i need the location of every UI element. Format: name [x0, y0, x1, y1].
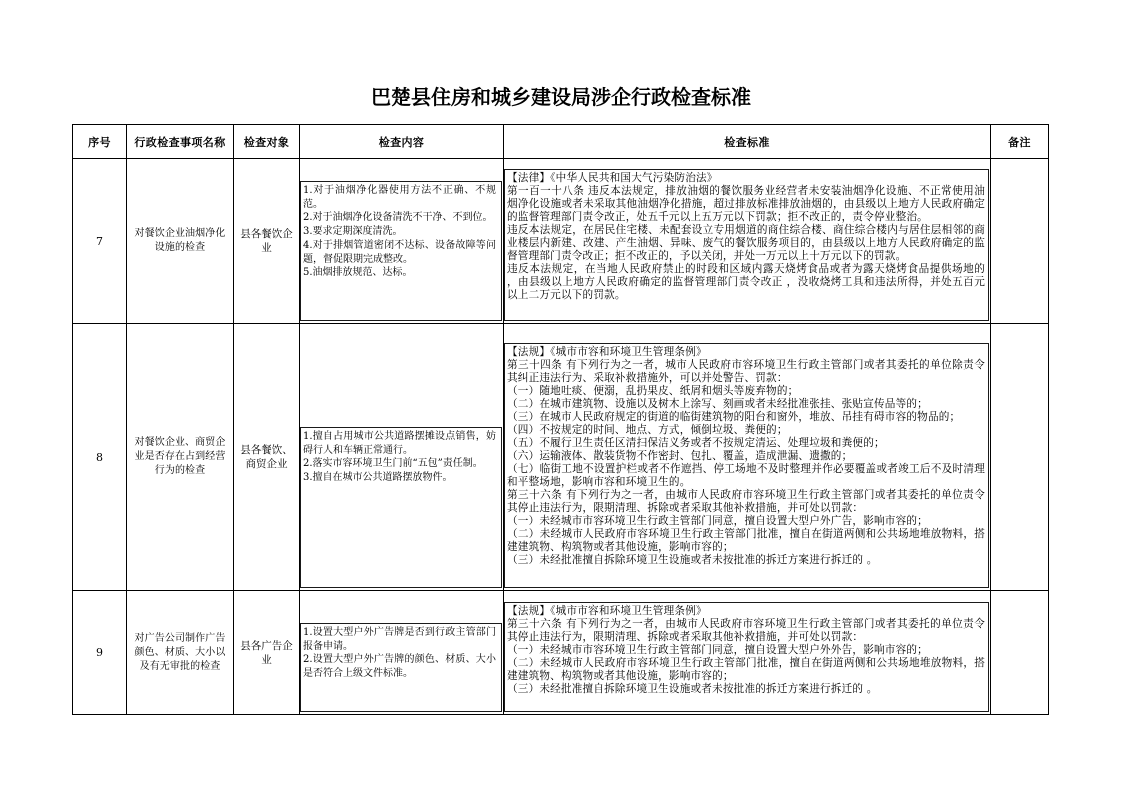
- content-clause: 5.油烟排放规范、达标。: [303, 267, 413, 279]
- serial-number-cell: 7: [73, 159, 127, 324]
- inspection-standard-text-box: [504, 169, 989, 321]
- standard-clause: （三）未经批准擅自拆除环境卫生设施或者未按批准的拆迁方案进行拆迁的 。: [507, 554, 878, 566]
- standard-clause: 第三十四条 有下列行为之一者，城市人民政府市容环境卫生行政主管部门或者其委托的单位除责令其纠正违法行为、采取补救措施外，可以并处警告、罚款：: [507, 359, 985, 384]
- standard-clause: （七）临街工地不设置护栏或者不作遮挡、停工场地不及时整理并作必要覆盖或者竣工后不及时清理和平整场地，影响市容和环境卫生的。: [507, 463, 985, 488]
- standard-clause: （一）未经城市市容环境卫生行政主管部门同意，擅自设置大型户外外告，影响市容的；: [507, 644, 928, 656]
- content-clause: 3.擅自在城市公共道路摆放物件。: [303, 472, 453, 484]
- content-clause: 1.对于油烟净化器使用方法不正确、不规范。: [303, 185, 496, 210]
- remarks-cell: [991, 324, 1049, 591]
- item-name-cell: 对餐饮企业、商贸企业是否存在占到经营行为的检查: [127, 324, 234, 591]
- standard-clause: 【法律】《中华人民共和国大气污染防治法》: [507, 172, 718, 184]
- remarks-cell: [991, 591, 1049, 715]
- serial-number-cell: 8: [73, 324, 127, 591]
- standard-clause: （二）未经城市人民政府市容环境卫生行政主管部门批准，擅自在街道两侧和公共场地堆放物料，搭建建筑物、构筑物或者其他设施，影响市容的；: [507, 528, 985, 553]
- header-item-name: 行政检查事项名称: [127, 125, 234, 159]
- header-remarks: 备注: [991, 125, 1049, 159]
- item-name-cell: 对广告公司制作广告颜色、材质、大小以及有无审批的检查: [127, 591, 234, 715]
- standard-clause: 第三十六条 有下列行为之一者，由城市人民政府市容环境卫生行政主管部门或者其委托的单位责令其停止违法行为，限期清理、拆除或者采取其他补救措施，并可处以罚款：: [507, 489, 985, 514]
- standard-clause: （一）随地吐痰、便溺，乱扔果皮、纸屑和烟头等废弃物的；: [507, 385, 799, 397]
- standard-clause: 第三十六条 有下列行为之一者，由城市人民政府市容环境卫生行政主管部门或者其委托的单位责令其停止违法行为，限期清理、拆除或者采取其他补救措施，并可处以罚款：: [507, 618, 985, 643]
- standard-clause: 【法规】《城市市容和环境卫生管理条例》: [507, 605, 707, 617]
- standard-clause: （五）不履行卫生责任区清扫保洁义务或者不按规定清运、处理垃圾和粪便的；: [507, 437, 885, 449]
- standard-clause: （二）未经城市人民政府市容环境卫生行政主管部门批准，擅自在街道两侧和公共场地堆放物料，搭建建筑物、构筑物或者其他设施，影响市容的；: [507, 657, 985, 682]
- standard-clause: （一）未经城市市容环境卫生行政主管部门同意，擅自设置大型户外广告，影响市容的；: [507, 515, 928, 527]
- inspection-standard-text-box: [504, 343, 989, 588]
- header-inspection-standard: 检查标准: [504, 125, 991, 159]
- remarks-cell: [991, 159, 1049, 324]
- content-clause: 2.对于油烟净化设备清洗不干净、不到位。: [303, 212, 493, 224]
- table-header-row: [73, 125, 1049, 159]
- standard-clause: （四）不按规定的时间、地点、方式，倾倒垃圾、粪便的；: [507, 424, 788, 436]
- content-clause: 2.设置大型户外广告牌的颜色、材质、大小是否符合上级文件标准。: [303, 654, 496, 680]
- standard-clause: （六）运输液体、散装货物不作密封、包扎、覆盖，造成泄漏、遗撒的；: [507, 450, 853, 462]
- serial-number-cell: 9: [73, 591, 127, 715]
- standard-clause: （二）在城市建筑物、设施以及树木上涂写、刻画或者未经批准张挂、张贴宣传品等的；: [507, 398, 928, 410]
- content-clause: 1.设置大型户外广告牌是否到行政主管部门报备申请。: [303, 627, 496, 652]
- standard-clause: 违反本法规定，在居民住宅楼、未配套设立专用烟道的商住综合楼、商住综合楼内与居住层相邻的商业楼层内新建、改建、产生油烟、异味、废气的餐饮服务项目的，由县级以上地方人民政府确定的监督管理部门责令改正；拒不改正的，予以关闭，并处一万元以上十万元以下的罚款。: [507, 224, 985, 262]
- header-inspection-target: 检查对象: [234, 125, 300, 159]
- header-inspection-content: 检查内容: [300, 125, 504, 159]
- inspection-target-cell: 县各餐饮、商贸企业: [234, 324, 300, 591]
- standard-clause: （三）未经批准擅自拆除环境卫生设施或者未按批准的拆迁方案进行拆迁的 。: [507, 683, 878, 695]
- inspection-content-text-box: [300, 623, 502, 712]
- inspection-standard-table: [72, 124, 1048, 714]
- standard-clause: 第一百一十八条 违反本法规定，排放油烟的餐饮服务业经营者未安装油烟净化设施、不正常使用油烟净化设施或者未采取其他油烟净化措施，超过排放标准排放油烟的，由县级以上地方人民政府确定的监督管理部门责令改正，处五千元以上五万元以下罚款；拒不改正的，责令停业整治。: [507, 185, 985, 223]
- standard-clause: 【法规】《城市市容和环境卫生管理条例》: [507, 346, 707, 358]
- content-clause: 4.对于排烟管道密闭不达标、设备故障等问题，督促限期完成整改。: [303, 239, 496, 265]
- content-clause: 2.落实市容环境卫生门前“五包”责任制。: [303, 458, 483, 470]
- content-clause: 3.要求定期深度清洗。: [303, 226, 403, 238]
- item-name-cell: 对餐饮企业油烟净化设施的检查: [127, 159, 234, 324]
- inspection-content-text-box: [300, 181, 502, 321]
- inspection-content-text-box: [300, 427, 502, 588]
- page-title: 巴楚县住房和城乡建设局涉企行政检查标准: [371, 85, 751, 109]
- inspection-standard-text-box: [504, 602, 989, 712]
- content-clause: 1.擅自占用城市公共道路摆摊设点销售，妨碍行人和车辆正常通行。: [303, 431, 496, 456]
- inspection-target-cell: 县各广告企业: [234, 591, 300, 715]
- standard-clause: （三）在城市人民政府规定的街道的临街建筑物的阳台和窗外，堆放、吊挂有碍市容的物品的；: [507, 411, 961, 423]
- inspection-target-cell: 县各餐饮企业: [234, 159, 300, 324]
- header-serial-number: 序号: [73, 125, 127, 159]
- standard-clause: 违反本法规定，在当地人民政府禁止的时段和区域内露天烧烤食品或者为露天烧烤食品提供场地的 ，由县级以上地方人民政府确定的监督管理部门责令改正 ，没收烧烤工具和违法所得，并处五百元以上二万元以下的罚款。: [507, 263, 985, 301]
